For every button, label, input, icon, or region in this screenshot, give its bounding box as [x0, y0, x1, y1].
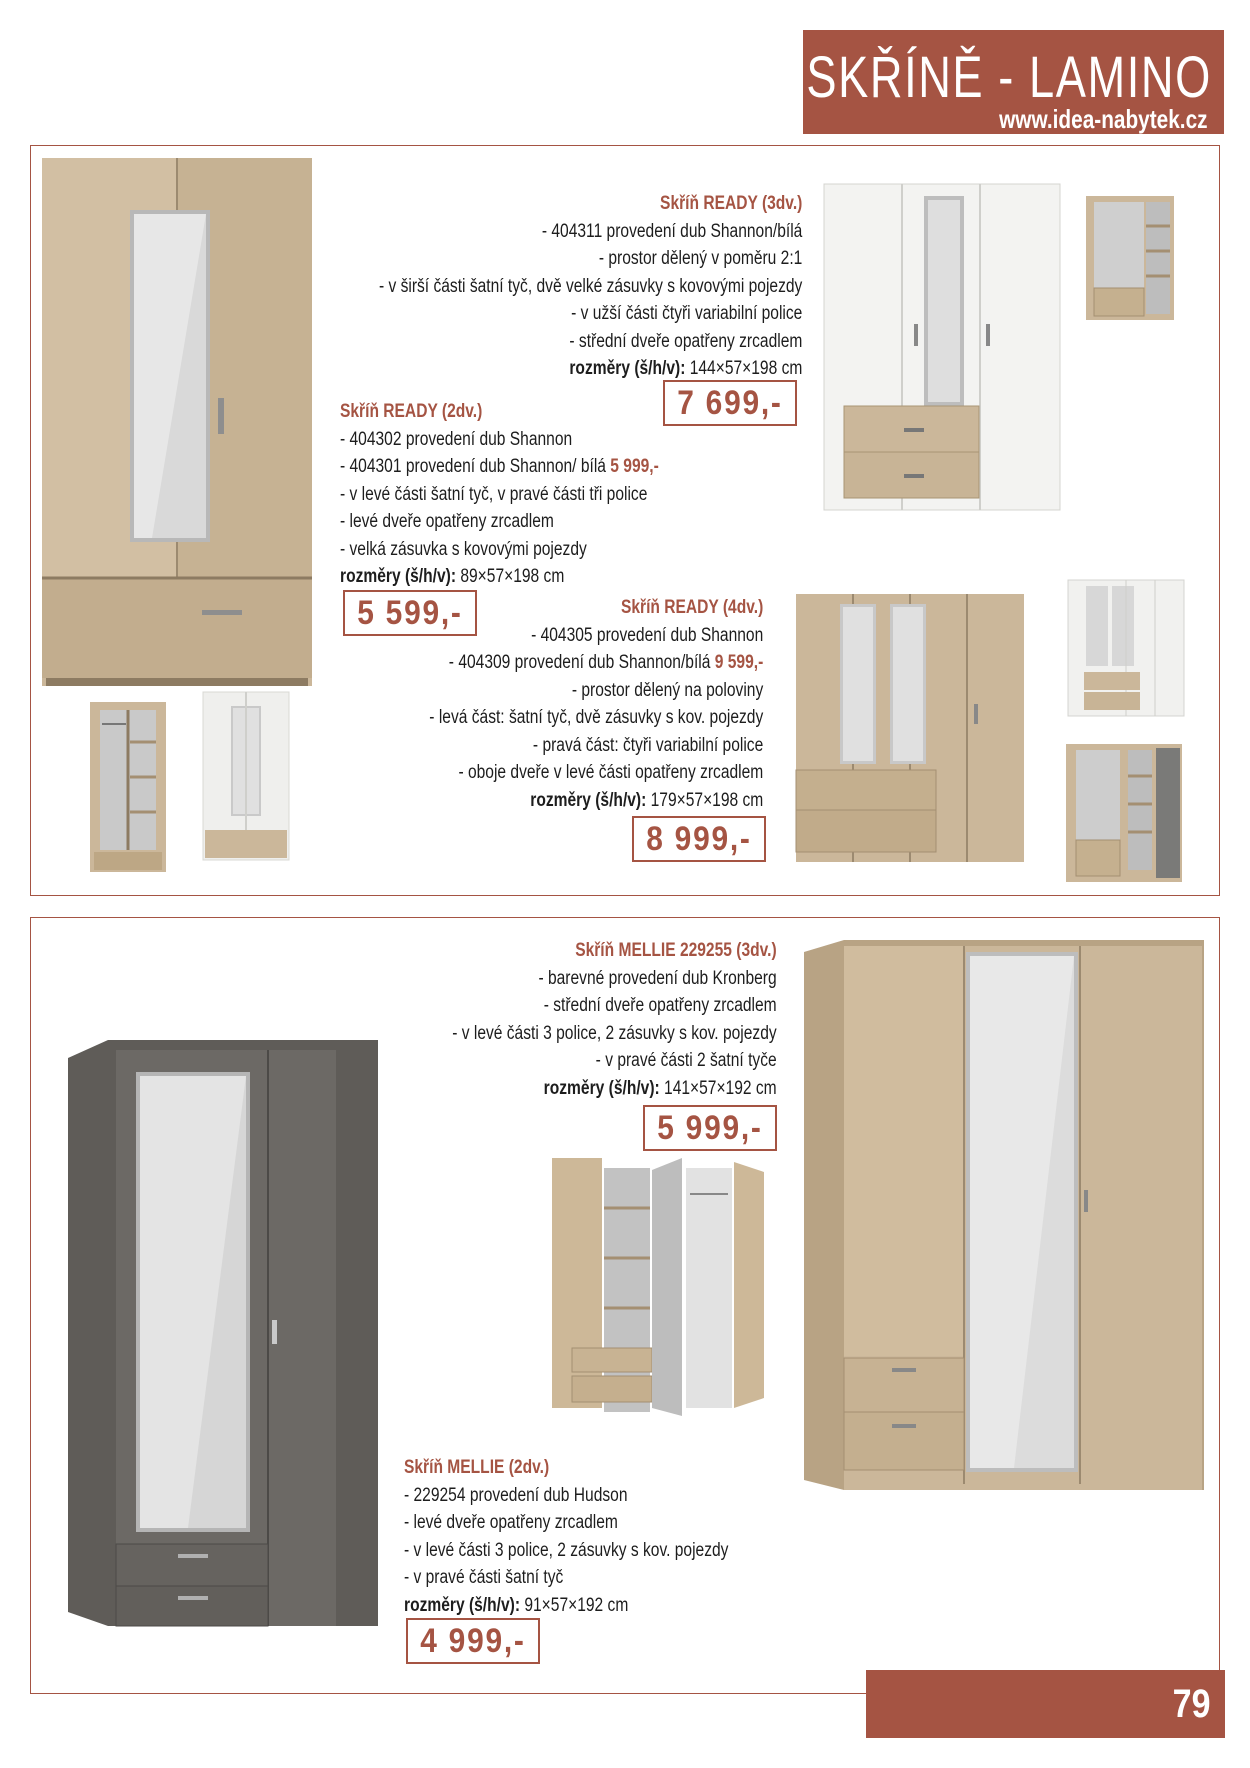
mellie-3dv-line: - střední dveře opatřeny zrcadlem — [544, 995, 777, 1016]
ready-4dv-white-image — [1068, 580, 1186, 718]
ready-4dv-price-text: 8 999,- — [646, 820, 752, 858]
ready-3dv-title: Skříň READY (3dv.) — [659, 193, 802, 214]
ready-3dv-price — [663, 380, 797, 426]
ready-4dv-white-price: 9 599,- — [714, 652, 763, 673]
ready-4dv-price — [632, 816, 766, 862]
mellie-2dv-line: - v pravé části šatní tyč — [404, 1567, 564, 1588]
ready-2dv-wardrobe-image — [42, 158, 316, 688]
dimensions-label: rozměry (š/h/v): — [404, 1594, 521, 1616]
ready-4dv-line: - levá část: šatní tyč, dvě zásuvky s kov. pojezdy — [429, 707, 763, 728]
page-number: 79 — [1172, 1682, 1210, 1726]
page-number-band — [866, 1670, 1225, 1738]
mellie-3dv-block — [453, 937, 777, 1102]
mellie-3dv-title: Skříň MELLIE 229255 (3dv.) — [575, 940, 777, 961]
mellie-3dv-dimensions — [453, 1075, 777, 1103]
ready-3dv-line: - 404311 provedení dub Shannon/bílá — [541, 220, 802, 242]
ready-2dv-line: - 404302 provedení dub Shannon — [340, 428, 573, 450]
mellie-3dv-line: - barevné provedení dub Kronberg — [538, 967, 777, 989]
mellie-2dv-line: - v levé části 3 police, 2 zásuvky s kov. pojezdy — [404, 1539, 729, 1561]
ready-2dv-dimensions — [340, 563, 659, 591]
ready-4dv-block — [429, 594, 763, 814]
ready-3dv-open-image — [1086, 196, 1176, 322]
mellie-2dv-line: - levé dveře opatřeny zrcadlem — [404, 1512, 618, 1533]
mellie-2dv-line: - 229254 provedení dub Hudson — [404, 1484, 628, 1506]
ready-2dv-line: - 404301 provedení dub Shannon/ bílá — [340, 456, 611, 477]
mellie-3dv-line: - v levé části 3 police, 2 zásuvky s kov. pojezdy — [452, 1022, 777, 1044]
ready-3dv-price-text: 7 699,- — [677, 384, 783, 422]
ready-4dv-open-image — [1066, 744, 1184, 884]
ready-2dv-line: - levé dveře opatřeny zrcadlem — [340, 511, 554, 532]
ready-3dv-line: - v širší části šatní tyč, dvě velké zásuvky s kovovými pojezdy — [378, 275, 802, 297]
mellie-2dv-title: Skříň MELLIE (2dv.) — [404, 1457, 550, 1478]
ready-2dv-white-image — [203, 692, 293, 862]
dimensions-value: 179×57×198 cm — [646, 789, 763, 811]
ready-3dv-block — [379, 190, 802, 383]
ready-4dv-line: - prostor dělený na poloviny — [571, 679, 763, 701]
ready-4dv-line: - pravá část: čtyři variabilní police — [532, 734, 763, 756]
ready-2dv-price-text: 5 599,- — [357, 594, 463, 632]
ready-4dv-line: - 404305 provedení dub Shannon — [530, 624, 763, 646]
ready-4dv-title: Skříň READY (4dv.) — [620, 597, 763, 618]
dimensions-label: rozměry (š/h/v): — [340, 566, 457, 587]
ready-3dv-wardrobe-image — [824, 184, 1062, 512]
ready-2dv-white-price: 5 999,- — [610, 456, 659, 477]
mellie-2dv-dimensions — [404, 1592, 728, 1620]
ready-2dv-line: - v levé části šatní tyč, v pravé části tři police — [340, 483, 648, 505]
ready-3dv-line: - prostor dělený v poměru 2:1 — [598, 248, 802, 269]
mellie-3dv-wardrobe-image — [804, 940, 1204, 1492]
ready-3dv-line: - střední dveře opatřeny zrcadlem — [569, 330, 802, 352]
dimensions-label: rozměry (š/h/v): — [530, 789, 647, 811]
mellie-3dv-line: - v pravé části 2 šatní tyče — [596, 1050, 777, 1071]
dimensions-label: rozměry (š/h/v): — [569, 358, 686, 379]
ready-4dv-dimensions — [429, 787, 763, 815]
page-title: SKŘÍNĚ - LAMINO — [806, 45, 1212, 110]
ready-3dv-line: - v užší části čtyři variabilní police — [570, 303, 802, 324]
website-url: www.idea-nabytek.cz — [999, 104, 1208, 134]
ready-2dv-open-image — [90, 702, 170, 874]
ready-2dv-line: - velká zásuvka s kovovými pojezdy — [340, 538, 587, 560]
ready-2dv-block — [340, 398, 659, 591]
mellie-3dv-price-text: 5 999,- — [657, 1109, 763, 1147]
dimensions-value: 91×57×192 cm — [520, 1594, 629, 1616]
dimensions-value: 144×57×198 cm — [685, 358, 802, 379]
dimensions-value: 141×57×192 cm — [660, 1077, 777, 1099]
ready-2dv-title: Skříň READY (2dv.) — [340, 401, 483, 422]
ready-4dv-line: - 404309 provedení dub Shannon/bílá — [448, 652, 715, 673]
ready-3dv-dimensions — [379, 355, 802, 383]
dimensions-label: rozměry (š/h/v): — [544, 1077, 661, 1099]
mellie-3dv-price — [643, 1105, 777, 1151]
mellie-2dv-wardrobe-image — [68, 1040, 380, 1628]
ready-4dv-wardrobe-image — [796, 594, 1026, 864]
mellie-2dv-price — [406, 1618, 540, 1664]
ready-4dv-line: - oboje dveře v levé části opatřeny zrcadlem — [458, 762, 763, 783]
mellie-3dv-open-image — [552, 1158, 767, 1423]
dimensions-value: 89×57×198 cm — [456, 566, 565, 587]
mellie-2dv-block — [404, 1454, 728, 1619]
mellie-2dv-price-text: 4 999,- — [420, 1622, 526, 1660]
